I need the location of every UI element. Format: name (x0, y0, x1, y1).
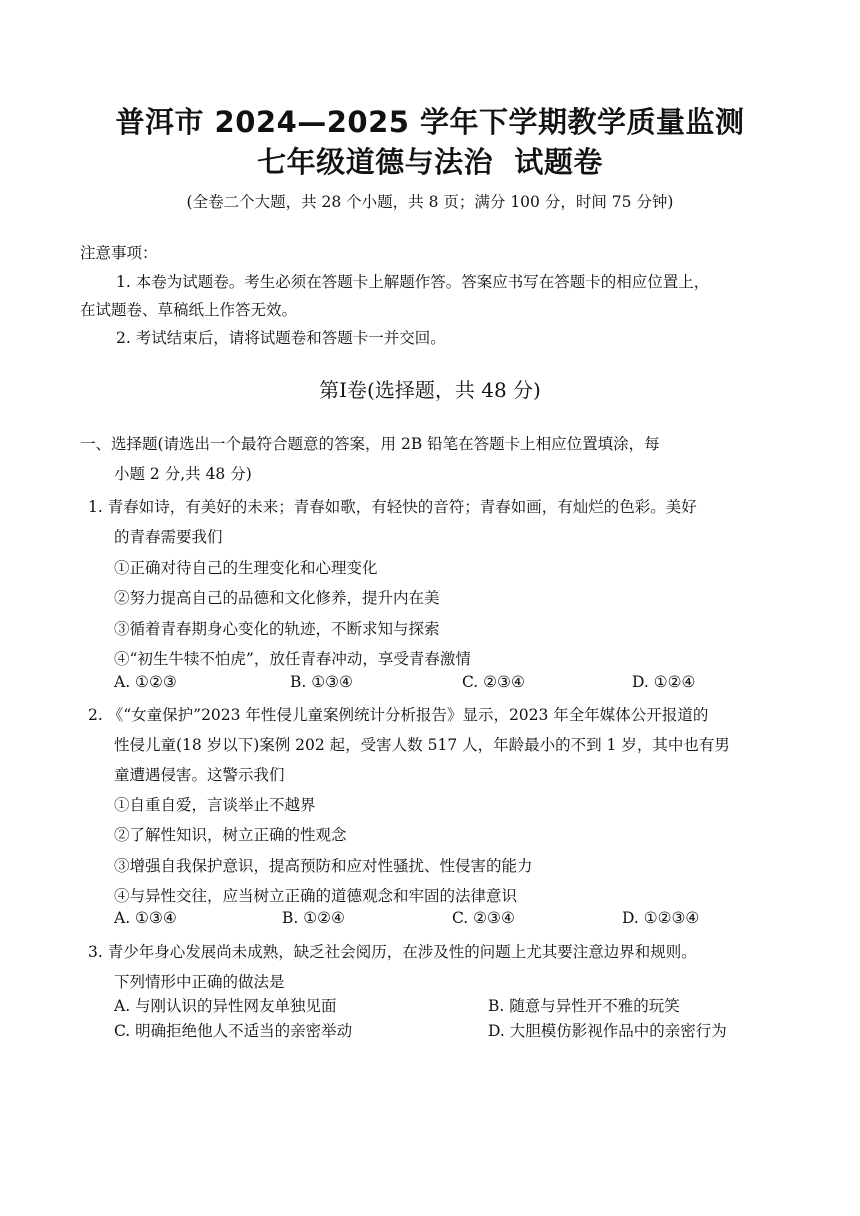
section-1-heading-cont: 小题 2 分,共 48 分) (114, 465, 252, 483)
question-2-option-d: D. ①②③④ (622, 909, 700, 927)
notice-item-1: 1. 本卷为试题卷。考生必须在答题卡上解题作答。答案应书写在答题卡的相应位置上， (116, 273, 710, 291)
exam-subject-title: 七年级道德与法治 试题卷 (257, 145, 603, 179)
question-2-stem-cont-1: 性侵儿童(18 岁以下)案例 202 起，受害人数 517 人，年龄最小的不到 1 岁，其中也有男 (114, 736, 730, 754)
question-3-option-d: D. 大胆模仿影视作品中的亲密行为 (488, 1022, 727, 1040)
question-1-item-4: ④“初生牛犊不怕虎”，放任青春冲动，享受青春激情 (114, 650, 471, 668)
question-2-stem-cont-2: 童遭遇侵害。这警示我们 (114, 766, 285, 784)
question-2-item-3: ③增强自我保护意识，提高预防和应对性骚扰、性侵害的能力 (114, 857, 533, 875)
question-1-option-b: B. ①③④ (290, 673, 353, 691)
question-2-option-b: B. ①②④ (282, 909, 345, 927)
part-1-heading: 第Ⅰ卷(选择题，共 48 分) (319, 378, 541, 402)
question-1-item-1: ①正确对待自己的生理变化和心理变化 (114, 559, 378, 577)
question-1-option-c: C. ②③④ (462, 673, 525, 691)
question-3-option-c: C. 明确拒绝他人不适当的亲密举动 (114, 1022, 353, 1040)
notice-heading: 注意事项： (80, 244, 158, 262)
question-2-option-a: A. ①③④ (114, 909, 177, 927)
notice-item-1-cont: 在试题卷、草稿纸上作答无效。 (80, 301, 298, 319)
question-1-option-a: A. ①②③ (114, 673, 177, 691)
question-1-stem-cont: 的青春需要我们 (114, 528, 223, 546)
question-2-item-1: ①自重自爱，言谈举止不越界 (114, 796, 316, 814)
question-3-stem: 3. 青少年身心发展尚未成熟，缺乏社会阅历，在涉及性的问题上尤其要注意边界和规则。 (88, 943, 697, 961)
question-1-stem: 1. 青春如诗，有美好的未来；青春如歌，有轻快的音符；青春如画，有灿烂的色彩。美好 (88, 498, 697, 516)
question-1-item-2: ②努力提高自己的品德和文化修养，提升内在美 (114, 589, 440, 607)
question-2-option-c: C. ②③④ (452, 909, 515, 927)
question-3-stem-cont: 下列情形中正确的做法是 (114, 973, 285, 991)
question-1-option-d: D. ①②④ (632, 673, 696, 691)
question-3-option-a: A. 与刚认识的异性网友单独见面 (114, 997, 337, 1015)
question-1-item-3: ③循着青春期身心变化的轨迹，不断求知与探索 (114, 620, 440, 638)
exam-info: (全卷二个大题，共 28 个小题，共 8 页；满分 100 分，时间 75 分钟) (186, 193, 674, 211)
exam-title: 普洱市 2024—2025 学年下学期教学质量监测 (115, 105, 745, 139)
question-2-item-4: ④与异性交往，应当树立正确的道德观念和牢固的法律意识 (114, 887, 518, 905)
section-1-heading: 一、选择题(请选出一个最符合题意的答案，用 2B 铅笔在答题卡上相应位置填涂，每 (80, 435, 660, 453)
notice-item-2: 2. 考试结束后，请将试题卷和答题卡一并交回。 (116, 329, 446, 347)
question-2-stem: 2. 《“女童保护”2023 年性侵儿童案例统计分析报告》显示，2023 年全年媒体公开报道的 (88, 706, 709, 724)
question-2-item-2: ②了解性知识，树立正确的性观念 (114, 826, 347, 844)
question-3-option-b: B. 随意与异性开不雅的玩笑 (488, 997, 680, 1015)
